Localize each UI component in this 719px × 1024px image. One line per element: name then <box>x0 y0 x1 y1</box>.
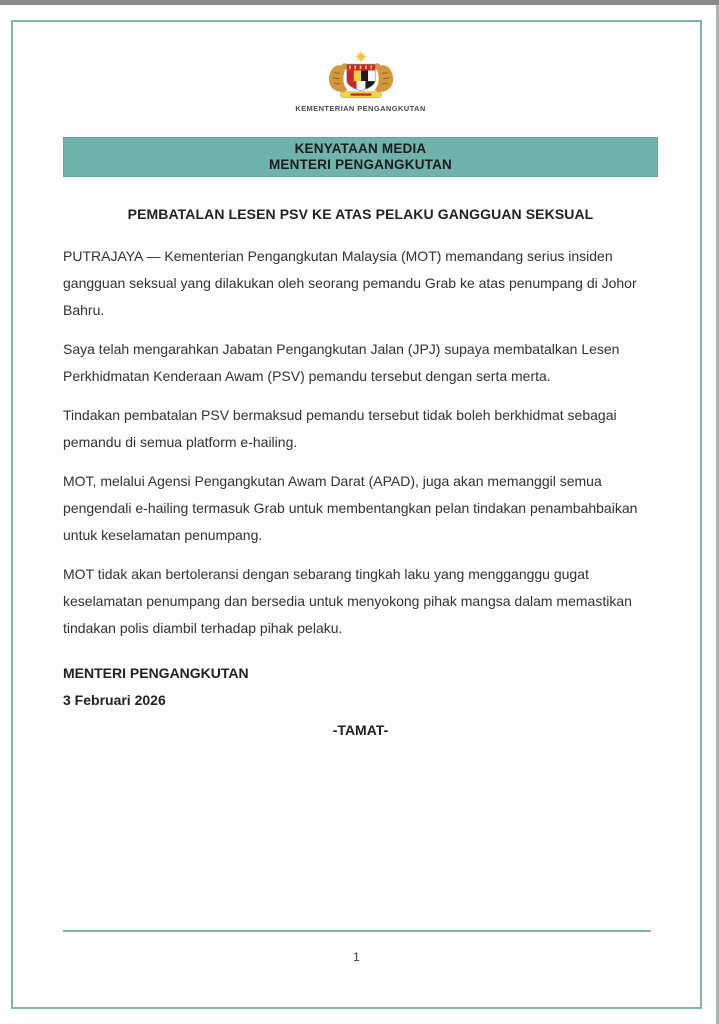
signature-date: 3 Februari 2026 <box>63 692 166 708</box>
logo-caption: KEMENTERIAN PENGANGKUTAN <box>295 104 426 113</box>
banner-line-2: MENTERI PENGANGKUTAN <box>268 156 452 172</box>
document-page <box>11 20 702 1009</box>
body-paragraph: PUTRAJAYA — Kementerian Pengangkutan Malaysia (MOT) memandang serius insiden gangguan seksual yang dilakukan oleh seorang pemandu Grab ke atas penumpang di Johor Bahru. <box>63 248 637 318</box>
body-text <box>63 243 658 642</box>
body-paragraph: MOT tidak akan bertoleransi dengan sebarang tingkah laku yang mengganggu gugat keselamatan penumpang dan bersedia untuk menyokong pihak mangsa dalam memastikan tindakan polis diambil terhadap pihak pelaku. <box>63 566 632 636</box>
signature-name: MENTERI PENGANGKUTAN <box>63 665 249 681</box>
body-paragraph: Tindakan pembatalan PSV bermaksud pemandu tersebut tidak boleh berkhidmat sebagai pemandu di semua platform e-hailing. <box>63 407 617 450</box>
press-statement-banner <box>63 137 658 177</box>
page-content <box>13 22 658 744</box>
body-paragraph: MOT, melalui Agensi Pengangkutan Awam Darat (APAD), juga akan memanggil semua pengendali e-hailing termasuk Grab untuk membentangkan pelan tindakan penambahbaikan untuk keselamatan penumpang. <box>63 473 638 543</box>
end-marker: -TAMAT- <box>332 722 389 738</box>
tiger-left-icon <box>328 63 347 92</box>
footer-divider <box>63 930 651 932</box>
document-title: PEMBATALAN LESEN PSV KE ATAS PELAKU GANGGUAN SEKSUAL <box>127 206 594 222</box>
tiger-right-icon <box>374 63 393 92</box>
shield-icon <box>346 64 374 91</box>
page-number: 1 <box>353 950 360 964</box>
scroll-banner-icon <box>340 92 381 98</box>
top-edge-bar <box>0 0 719 5</box>
signature-block <box>63 660 658 714</box>
ministry-logo-block <box>63 50 658 113</box>
banner-line-1: KENYATAAN MEDIA <box>294 141 427 156</box>
body-paragraph: Saya telah mengarahkan Jabatan Pengangkutan Jalan (JPJ) supaya membatalkan Lesen Perkhidmatan Kenderaan Awam (PSV) pemandu tersebut dengan serta merta. <box>63 341 620 384</box>
malaysia-coat-of-arms-icon <box>305 50 417 98</box>
